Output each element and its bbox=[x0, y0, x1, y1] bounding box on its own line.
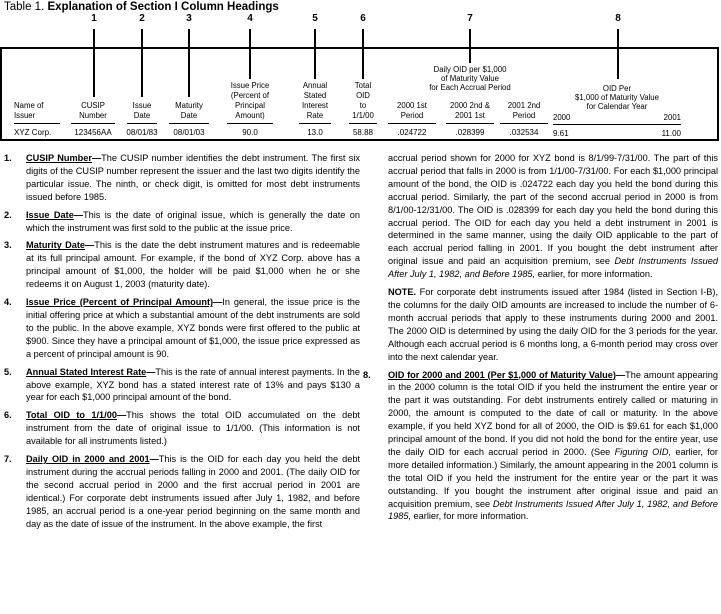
group8-title-line: $1,000 of Maturity Value bbox=[575, 93, 659, 102]
text-segment: Issue Price (Percent of Principal Amount) bbox=[26, 297, 214, 308]
text-segment: The CUSIP number identifies the debt instrument. The first six digits of the CUSIP number represent the issuer and the last two digits identify the particular issue. The ninth, or check digit, is omitted for most debt instruments issued before 1985. bbox=[26, 153, 360, 202]
group8-title-line: for Calendar Year bbox=[586, 102, 648, 111]
text-segment: earlier, for more detailed information.) Similarly, the amount appearing in the 2001 column is the total OID if you held the instrument for the entire year or the part it was outstanding. If you bought the instrument after original issue and paid an acquisition premium, see bbox=[388, 446, 718, 509]
list-item bbox=[4, 239, 360, 291]
table-title-prefix: Table 1. bbox=[4, 1, 48, 13]
text-segment: For corporate debt instruments issued after 1984 (listed in Section I-B), the columns for the daily OID amounts are increased to include the number of 6-month accrual periods that apply to these instruments during 2000 and 2001. The 2000 OID is determined by using the daily OID for the 3 periods for the year. Although each accrual period is 6 months long, a 6-month period may cross over into the next calendar year. bbox=[388, 287, 718, 362]
body-left-column bbox=[4, 152, 360, 535]
column-value: XYZ Corp. bbox=[14, 128, 52, 137]
subcolumn-header-line: 2000 1st bbox=[397, 101, 427, 110]
group8-year-labels bbox=[553, 113, 681, 122]
subcolumn-value: .028399 bbox=[455, 128, 485, 137]
text-segment: — bbox=[149, 454, 159, 465]
leader-line bbox=[93, 29, 95, 97]
column-marker: 5 bbox=[312, 13, 318, 24]
text-segment: Daily OID in 2000 and 2001 bbox=[26, 454, 150, 465]
item-text bbox=[26, 152, 360, 204]
text-segment: NOTE. bbox=[388, 287, 417, 298]
text-segment: OID for 2000 and 2001 (Per $1,000 of Maturity Value) bbox=[388, 369, 616, 380]
body-right-column bbox=[363, 152, 718, 528]
column-header-line: (Percent of bbox=[230, 91, 270, 100]
column-underline bbox=[227, 123, 273, 124]
subcolumn-header-line: Period bbox=[512, 111, 536, 120]
year-label: 2000 bbox=[553, 113, 571, 122]
item-text bbox=[26, 209, 360, 235]
text-segment: — bbox=[213, 297, 223, 308]
subcolumn-value: .032534 bbox=[509, 128, 539, 137]
subcolumn-header-line: Period bbox=[400, 111, 424, 120]
text-segment: Debt Instruments Issued After July 1, 1982, and Before 1985, bbox=[388, 498, 719, 522]
text-segment: — bbox=[116, 410, 127, 421]
item-text bbox=[26, 453, 360, 530]
leader-line bbox=[249, 29, 251, 79]
subcolumn-header-line: 2001 2nd bbox=[507, 101, 541, 110]
text-segment: This is the date of original issue, which is generally the date on which the instrument was first sold to the public at the issue price. bbox=[26, 209, 360, 233]
column-marker: 1 bbox=[91, 13, 97, 24]
text-segment: Total OID to 1/1/00 bbox=[26, 410, 117, 421]
item-number: 2. bbox=[4, 209, 12, 220]
subcolumn-header-line: 2000 2nd & bbox=[450, 101, 490, 110]
text-segment: Annual Stated Interest Rate bbox=[26, 366, 147, 377]
column-header-line: Rate bbox=[306, 111, 324, 120]
leader-line bbox=[188, 29, 190, 97]
column-marker: 2 bbox=[139, 13, 145, 24]
column-value: 13.0 bbox=[307, 128, 323, 137]
text-segment: — bbox=[85, 240, 95, 251]
column-value: 08/01/83 bbox=[126, 128, 158, 137]
column-header-line: Interest bbox=[301, 101, 328, 110]
column-header-line: CUSIP bbox=[81, 101, 105, 110]
text-segment: This shows the total OID accumulated on the debt instrument from the date of original issue to 1/1/00. (This information is not available for all instruments listed.) bbox=[26, 410, 360, 447]
column-header-line: Issuer bbox=[14, 111, 36, 120]
subcolumn-underline bbox=[500, 123, 548, 124]
column-value: 58.88 bbox=[352, 128, 374, 137]
column-header-line: Stated bbox=[303, 91, 327, 100]
column-marker: 7 bbox=[467, 13, 473, 24]
column-header-line: Amount) bbox=[235, 111, 265, 120]
item-text bbox=[26, 366, 360, 405]
column-header-line: Issue Price bbox=[230, 81, 270, 90]
column-header-line: 1/1/00 bbox=[352, 111, 374, 120]
group8-underline bbox=[553, 124, 681, 125]
leader-line bbox=[141, 29, 143, 97]
column-header-line: Name of bbox=[14, 101, 44, 110]
item-number: 7. bbox=[4, 454, 12, 465]
text-segment: Maturity Date bbox=[26, 240, 86, 251]
column-value: 123456AA bbox=[74, 128, 112, 137]
item-number: 6. bbox=[4, 410, 12, 421]
table-subcolumn bbox=[488, 101, 560, 138]
text-segment: earlier, for more information. bbox=[411, 511, 529, 522]
list-item bbox=[4, 453, 360, 530]
column-underline bbox=[169, 123, 209, 124]
list-item bbox=[4, 366, 360, 405]
column-value: 08/01/03 bbox=[173, 128, 205, 137]
column-headings-figure bbox=[0, 0, 721, 143]
text-segment: Issue Date bbox=[26, 209, 74, 220]
item-text bbox=[388, 369, 718, 524]
subcolumn-underline bbox=[388, 123, 436, 124]
column-value: 90.0 bbox=[242, 128, 258, 137]
column-header-line: Total bbox=[354, 81, 372, 90]
note-paragraph bbox=[388, 286, 718, 363]
year-value: 11.00 bbox=[661, 129, 681, 138]
item-number: 8. bbox=[363, 369, 371, 380]
list-item bbox=[4, 409, 360, 448]
column-header-line: Principal bbox=[235, 101, 265, 110]
year-label: 2001 bbox=[663, 113, 681, 122]
column-header-line: OID bbox=[356, 91, 370, 100]
list-item bbox=[363, 369, 718, 524]
column-marker: 3 bbox=[186, 13, 192, 24]
subcolumn-underline bbox=[446, 123, 494, 124]
item-text bbox=[26, 409, 360, 448]
text-segment: This is the rate of annual interest payments. In the above example, XYZ bond has a stated interest rate of 13% and pays $130 a year for each $1,000 principal amount of the bond. bbox=[26, 366, 360, 403]
list-item bbox=[4, 209, 360, 235]
continuation-paragraph bbox=[388, 152, 718, 281]
text-segment: The amount appearing in the 2000 column is the total OID if you held the instrument the entire year or the part it was outstanding. For debt instruments entirely called or maturing in 2000, the amount is computed to the date of call or maturity. In the above example, if you held XYZ bond for all of 2000, the OID is $9.61 for each $1,000 principal amount of the bond. If you did not hold the bond for the entire year, use the daily OID for each accrual period in 2000. (See bbox=[388, 369, 718, 457]
group8-column bbox=[553, 84, 681, 138]
item-number: 1. bbox=[4, 153, 12, 163]
text-segment: This is the OID for each day you held the debt instrument during the accrual periods falling in 2000 and 2001. (The daily OID for the second accrual period in 2000 and the first accrual period in 2001 are identical.) For corporate debt instruments issued after July 1, 1982, and before 1985, an accrual period is a one-year period beginning on the same month and day as the date of issue of the instrument. In the above example, the first bbox=[26, 454, 361, 529]
group8-year-values bbox=[553, 129, 681, 138]
group8-title-line: OID Per bbox=[602, 84, 632, 93]
text-segment: CUSIP Number bbox=[26, 153, 92, 163]
text-segment: accrual period shown for 2000 for XYZ bond is 8/1/99-7/31/00. The part of this accrual period that falls in 2000 is from 1/1/00-7/31/00. For each $1,000 principal amount of the bond, the OID is .024722 each day you held the bond during this accrual period. Similarly, the part of the second accrual period in 2000 is from 8/1/00-12/31/00. The OID is .028399 for each day you held the bond during this accrual period. The OID for each day you held a debt instrument in 2001 is determined in the same manner, using the daily OID applicable to the part of each accrual period falling in 2001. If you bought the debt instrument after original issue and paid an acquisition premium, see bbox=[388, 153, 718, 267]
text-segment: In general, the issue price is the initial offering price at which a substantial amount of the debt instruments are sold to the public. In the above example, XYZ bonds were first offered to the public at $900. Since they have a principal amount of $1,000, the issue price expressed as a percent of principal amount is 90. bbox=[26, 297, 360, 359]
item-number: 3. bbox=[4, 240, 12, 251]
list-item bbox=[4, 152, 360, 204]
text-segment: earlier, for more information. bbox=[535, 269, 653, 280]
subcolumn-value: .024722 bbox=[397, 128, 427, 137]
text-segment: — bbox=[615, 369, 626, 380]
column-header-line: Date bbox=[180, 111, 198, 120]
column-header-line: Date bbox=[133, 111, 151, 120]
text-segment: — bbox=[91, 153, 102, 163]
subcolumn-header-line: 2001 1st bbox=[455, 111, 485, 120]
column-header-line: Annual bbox=[302, 81, 328, 90]
text-segment: Debt Instruments Issued After July 1, 1982, and Before 1985, bbox=[388, 256, 718, 280]
column-header-line: Issue bbox=[132, 101, 152, 110]
leader-line bbox=[469, 29, 471, 63]
item-number: 5. bbox=[4, 366, 12, 377]
year-value: 9.61 bbox=[553, 129, 569, 138]
text-segment: — bbox=[73, 209, 83, 220]
text-segment: Figuring OID, bbox=[614, 446, 672, 457]
list-item bbox=[4, 296, 360, 361]
text-segment: This is the date the debt instrument matures and is redeemable at its full principal amount. For example, if the bond of XYZ Corp. above has a principal amount of $1,000, the holder will be paid $1,000 when he or she redeems it on August 1, 2003 (maturity date). bbox=[26, 240, 361, 290]
item-number: 4. bbox=[4, 297, 12, 308]
group7-title-line: of Maturity Value bbox=[441, 74, 499, 83]
column-marker: 4 bbox=[247, 13, 253, 24]
item-text bbox=[26, 296, 360, 361]
column-header-line: Number bbox=[79, 111, 107, 120]
table-title-main: Explanation of Section I Column Headings bbox=[47, 1, 279, 13]
item-text bbox=[26, 239, 360, 291]
text-segment: — bbox=[146, 366, 156, 377]
leader-line bbox=[617, 29, 619, 79]
column-header-line: Maturity bbox=[175, 101, 203, 110]
column-marker: 8 bbox=[615, 13, 621, 24]
group7-title bbox=[375, 65, 565, 92]
leader-line bbox=[314, 29, 316, 79]
column-underline bbox=[349, 123, 377, 124]
group7-title-line: Daily OID per $1,000 bbox=[433, 65, 507, 74]
column-header-line: to bbox=[359, 101, 367, 110]
column-marker: 6 bbox=[360, 13, 366, 24]
leader-line bbox=[362, 29, 364, 79]
group7-title-line: for Each Accrual Period bbox=[429, 83, 511, 92]
